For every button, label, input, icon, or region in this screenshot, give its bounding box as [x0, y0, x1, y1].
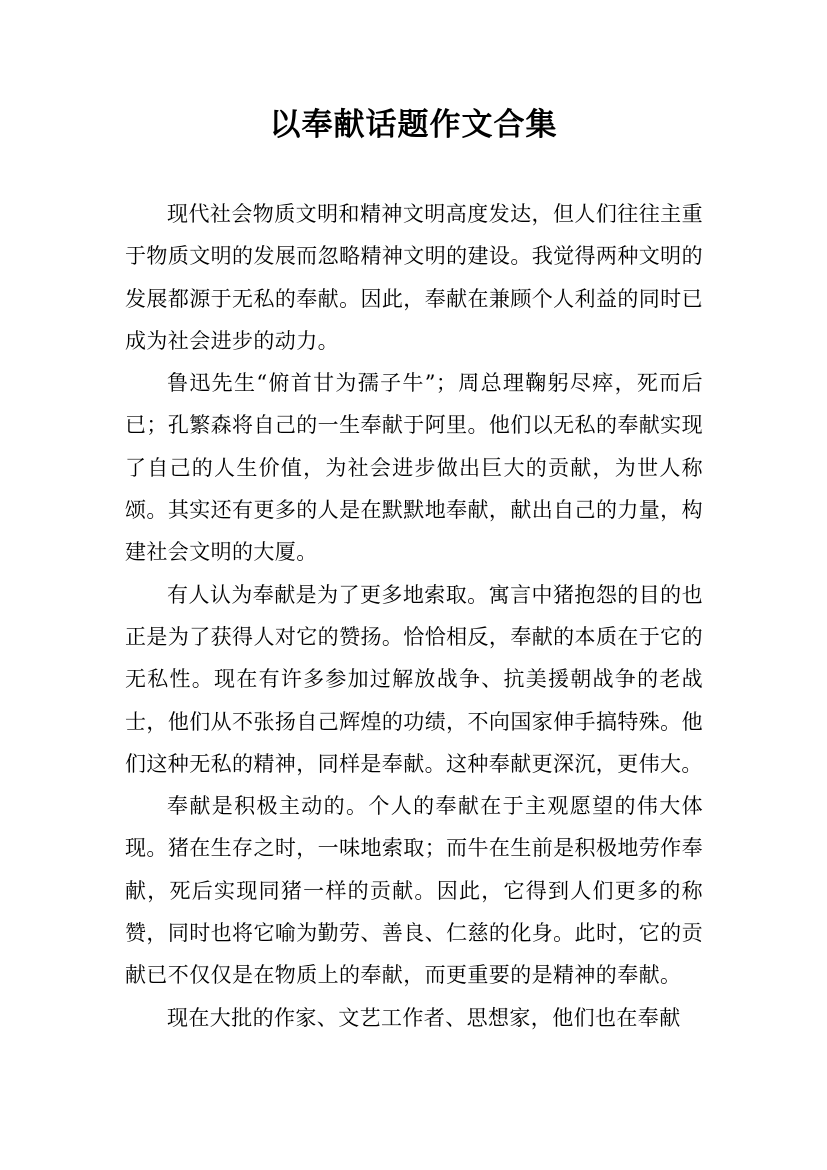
- document-body: [125, 193, 703, 1039]
- document-title: 以奉献话题作文合集: [269, 107, 558, 143]
- paragraph: 奉献是积极主动的。个人的奉献在于主观愿望的伟大体现。猪在生存之时，一味地索取；而牛在生前是积极地劳作奉献，死后实现同猪一样的贡献。因此，它得到人们更多的称赞，同时也将它喻为勤劳、善良、仁慈的化身。此时，它的贡献已不仅仅是在物质上的奉献，而更重要的是精神的奉献。: [125, 794, 703, 988]
- paragraph: 有人认为奉献是为了更多地索取。寓言中猪抱怨的目的也正是为了获得人对它的赞扬。恰恰相反，奉献的本质在于它的无私性。现在有许多参加过解放战争、抗美援朝战争的老战士，他们从不张扬自己辉煌的功绩，不向国家伸手搞特殊。他们这种无私的精神，同样是奉献。这种奉献更深沉，更伟大。: [125, 582, 703, 776]
- paragraph: 现代社会物质文明和精神文明高度发达，但人们往往主重于物质文明的发展而忽略精神文明的建设。我觉得两种文明的发展都源于无私的奉献。因此，奉献在兼顾个人利益的同时已成为社会进步的动力。: [125, 202, 703, 353]
- paragraph: 鲁迅先生“俯首甘为孺子牛”；周总理鞠躬尽瘁，死而后已；孔繁森将自己的一生奉献于阿里。他们以无私的奉献实现了自己的人生价值，为社会进步做出巨大的贡献，为世人称颂。其实还有更多的人是在默默地奉献，献出自己的力量，构建社会文明的大厦。: [125, 371, 703, 565]
- paragraph: 现在大批的作家、文艺工作者、思想家，他们也在奉献: [167, 1005, 681, 1030]
